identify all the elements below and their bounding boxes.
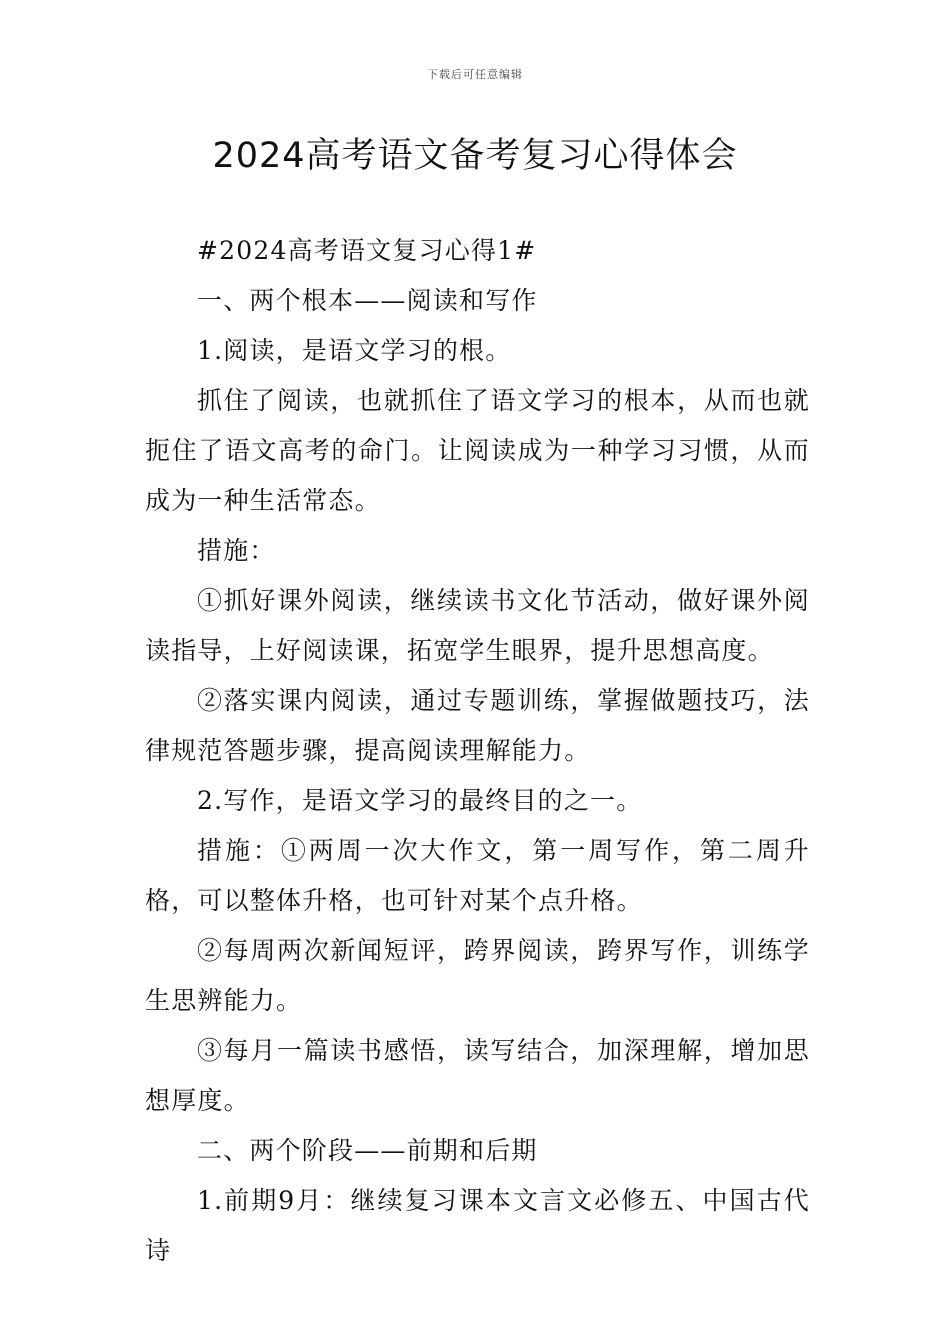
subheading: 二、两个阶段——前期和后期 (197, 1136, 538, 1165)
paragraph: ①抓好课外阅读，继续读书文化节活动，做好课外阅读指导，上好阅读课，拓宽学生眼界，提升思想高度。 (145, 586, 810, 665)
section-heading: #2024高考语文复习心得1# (197, 236, 537, 265)
paragraph: 1.阅读，是语文学习的根。 (197, 336, 512, 365)
subheading: 一、两个根本——阅读和写作 (197, 286, 538, 315)
paragraph: 2.写作，是语文学习的最终目的之一。 (197, 786, 643, 815)
paragraph: 1.前期9月：继续复习课本文言文必修五、中国古代诗 (145, 1186, 810, 1265)
paragraph: ②每周两次新闻短评，跨界阅读，跨界写作，训练学生思辨能力。 (145, 936, 810, 1015)
paragraph: 抓住了阅读，也就抓住了语文学习的根本，从而也就扼住了语文高考的命门。让阅读成为一种学习习惯，从而成为一种生活常态。 (145, 386, 810, 515)
paragraph: 措施： (197, 536, 276, 565)
paragraph: 措施：①两周一次大作文，第一周写作，第二周升格，可以整体升格，也可针对某个点升格。 (145, 836, 810, 915)
paragraph: ③每月一篇读书感悟，读写结合，加深理解，增加思想厚度。 (145, 1036, 810, 1115)
paragraph: ②落实课内阅读，通过专题训练，掌握做题技巧，法律规范答题步骤，提高阅读理解能力。 (145, 686, 810, 765)
header-note: 下载后可任意编辑 (427, 68, 523, 81)
document-body (145, 226, 810, 1276)
document-title: 2024高考语文备考复习心得体会 (212, 136, 738, 176)
